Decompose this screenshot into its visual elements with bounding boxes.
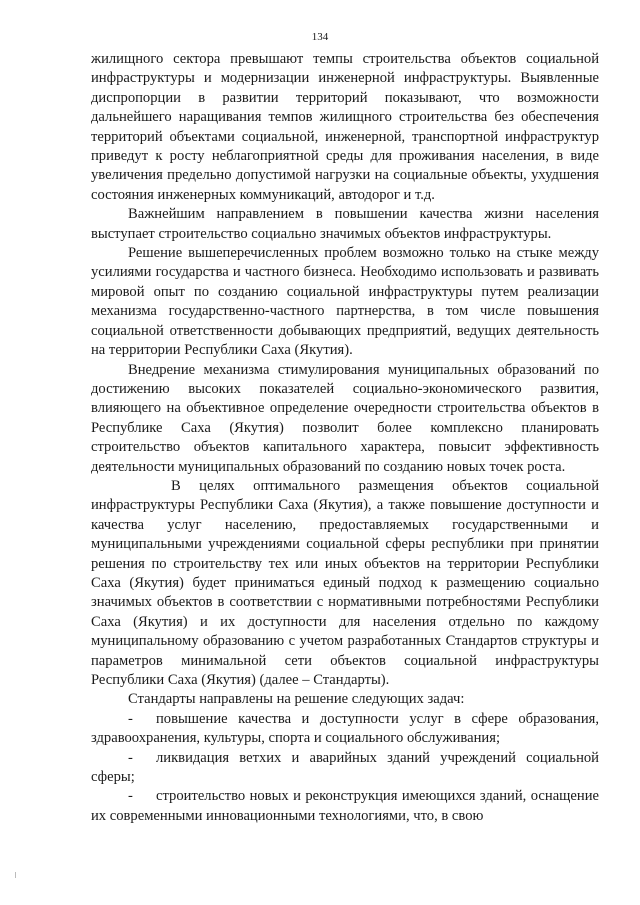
list-item-text: ликвидация ветхих и аварийных зданий учреждений социальной сферы; (91, 749, 599, 786)
paragraph-municipal-incentives: Внедрение механизма стимулирования муниципальных образований по достижению высоких показателей социально-экономического развития, влияющего на объективное определение очередности строительства объектов в Республике Саха (Якутия) позволит более комплексно планировать строительство объектов капитального характера, повысит эффективность деятельности муниципальных образований по созданию новых точек роста. (91, 361, 599, 475)
document-body (91, 50, 599, 826)
paragraph-standards-intro: В целях оптимального размещения объектов социальной инфраструктуры Республики Саха (Якутия), а также повышение доступности и качества услуг населению, предоставляемых государственными и муниципальными учреждениями социальной сферы республики при принятии решения по строительству тех или иных объектов на территории Республики Саха (Якутия) будет приниматься единый подход к размещению социально значимых объектов в соответствии с нормативными потребностями Республики Саха (Якутия) и их доступности для населения отдельно по каждому муниципальному образованию с учетом разработанных Стандартов структуры и параметров минимальной сети объектов социальной инфраструктуры Республики Саха (Якутия) (далее – Стандарты). (91, 477, 599, 688)
list-item-text: строительство новых и реконструкция имеющихся зданий, оснащение их современными инновационными технологиями, что, в свою (91, 788, 599, 824)
scan-margin-mark (15, 872, 16, 878)
paragraph-tasks-heading: Стандарты направлены на решение следующих задач: (128, 691, 465, 708)
list-marker: - (128, 749, 133, 766)
list-marker: - (128, 788, 133, 805)
list-item (91, 749, 599, 788)
list-item-text: повышение качества и доступности услуг в сфере образования, здравоохранения, культуры, спорта и социального обслуживания; (91, 710, 599, 747)
paragraph-continuation: жилищного сектора превышают темпы строительства объектов социальной инфраструктуры и модернизации инженерной инфраструктуры. Выявленные диспропорции в развитии территорий показывают, что возможности дальнейшего наращивания темпов жилищного строительства без обеспечения территорий объектами социальной, инженерной, транспортной инфраструктур приведут к росту неблагоприятной среды для проживания населения, в виде увеличения предельно допустимой нагрузки на социальные объекты, ухудшения состояния инженерных коммуникаций, автодорог и т.д. (91, 51, 599, 203)
paragraph-public-private-partnership: Решение вышеперечисленных проблем возможно только на стыке между усилиями государства и частного бизнеса. Необходимо использовать и развивать мировой опыт по созданию социальной инфраструктуры путем реализации механизма государственно-частного партнерства, в том числе повышения социальной ответственности добывающих предприятий, ведущих деятельность на территории Республики Саха (Якутия). (91, 245, 599, 359)
list-item (91, 710, 599, 749)
page-number: 134 (311, 31, 329, 43)
paragraph-quality-of-life: Важнейшим направлением в повышении качества жизни населения выступает строительство социально значимых объектов инфраструктуры. (91, 206, 599, 242)
list-item (91, 787, 599, 826)
list-marker: - (128, 710, 133, 727)
